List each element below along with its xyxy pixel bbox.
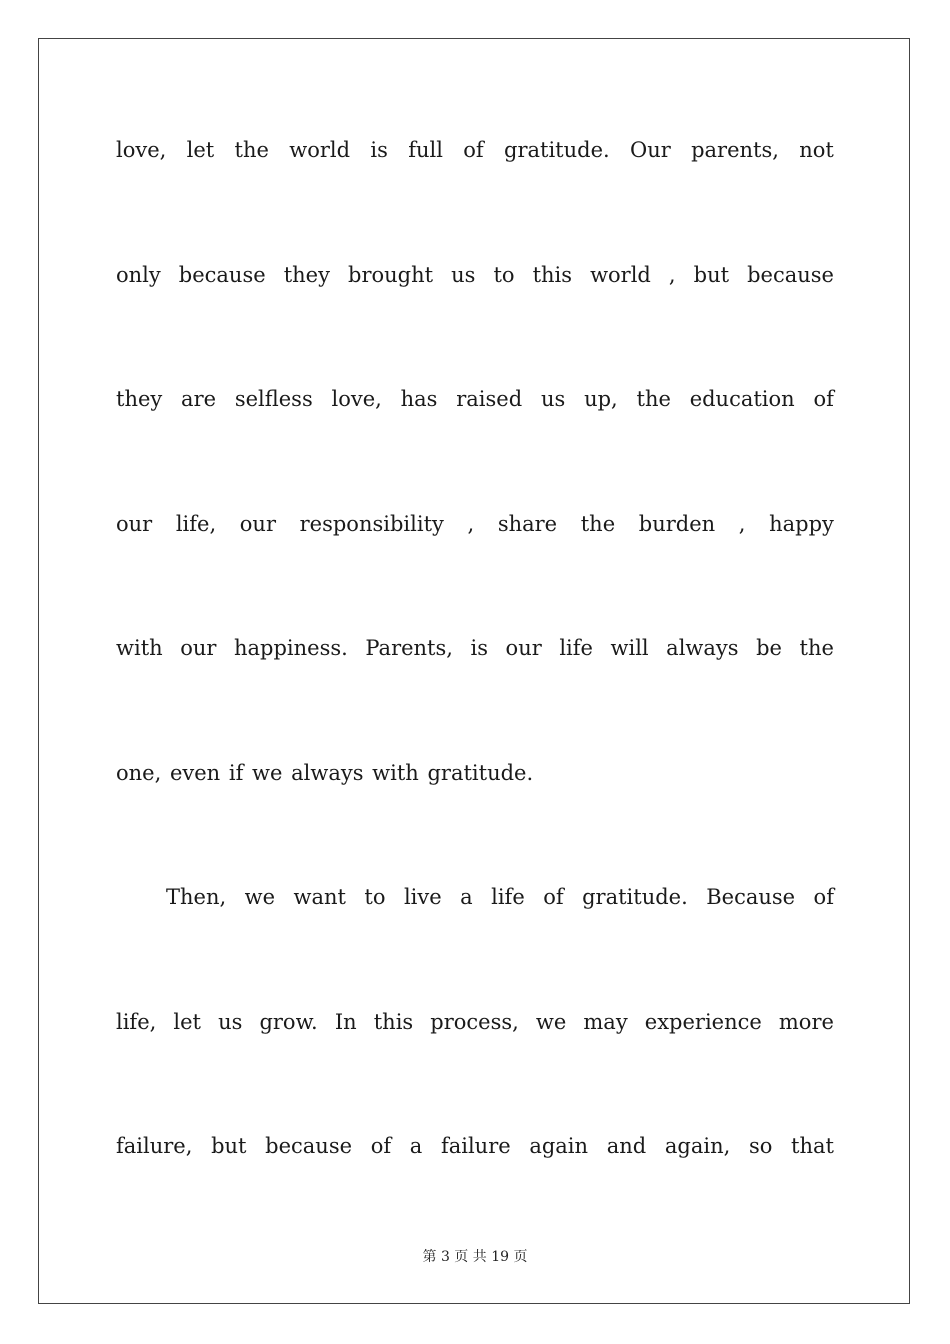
word: this bbox=[373, 1010, 414, 1034]
word: full bbox=[408, 138, 443, 162]
word: up, bbox=[584, 387, 618, 411]
word: a bbox=[409, 1134, 423, 1158]
word: In bbox=[334, 1010, 357, 1034]
word: want bbox=[293, 885, 346, 909]
word: happy bbox=[769, 512, 834, 536]
word: life, bbox=[116, 1010, 157, 1034]
word: with bbox=[116, 636, 163, 660]
word: but bbox=[211, 1134, 247, 1158]
word: may bbox=[583, 1010, 628, 1034]
word: Parents, bbox=[365, 636, 453, 660]
word: we bbox=[535, 1010, 567, 1034]
word: so bbox=[748, 1134, 773, 1158]
text-line-1 bbox=[116, 135, 834, 165]
word: the bbox=[799, 636, 834, 660]
word: our bbox=[116, 512, 153, 536]
word: us bbox=[451, 263, 476, 287]
word: the bbox=[234, 138, 269, 162]
word: gratitude. bbox=[582, 885, 688, 909]
text-line-8 bbox=[116, 1007, 834, 1037]
word: because bbox=[747, 263, 834, 287]
word: a bbox=[460, 885, 473, 909]
word: of bbox=[463, 138, 484, 162]
word: we bbox=[244, 885, 276, 909]
word: gratitude. bbox=[504, 138, 610, 162]
word: this bbox=[532, 263, 573, 287]
word: life, bbox=[175, 512, 217, 536]
word: experience bbox=[644, 1010, 762, 1034]
word: , bbox=[668, 263, 676, 287]
text-line-5 bbox=[116, 633, 834, 663]
text-line-7 bbox=[166, 882, 834, 912]
word: education bbox=[689, 387, 795, 411]
word: of bbox=[543, 885, 564, 909]
word: world bbox=[289, 138, 351, 162]
word: grow. bbox=[259, 1010, 318, 1034]
word: and bbox=[606, 1134, 647, 1158]
word: that bbox=[791, 1134, 834, 1158]
word: always bbox=[666, 636, 739, 660]
word: selfless bbox=[234, 387, 313, 411]
word: our bbox=[239, 512, 276, 536]
word: again bbox=[529, 1134, 589, 1158]
word: is bbox=[370, 138, 388, 162]
word: raised bbox=[456, 387, 523, 411]
word: they bbox=[283, 263, 330, 287]
word: are bbox=[181, 387, 217, 411]
word: life bbox=[559, 636, 593, 660]
word: our bbox=[505, 636, 542, 660]
word: parents, bbox=[691, 138, 779, 162]
word: not bbox=[799, 138, 834, 162]
word: be bbox=[756, 636, 782, 660]
word: , bbox=[738, 512, 746, 536]
text-line-4 bbox=[116, 509, 834, 539]
text-line-2 bbox=[116, 260, 834, 290]
word: brought bbox=[348, 263, 434, 287]
word: love, bbox=[116, 138, 167, 162]
word: the bbox=[636, 387, 671, 411]
page-number-footer: 第 3 页 共 19 页 bbox=[422, 1249, 528, 1265]
word: failure, bbox=[116, 1134, 193, 1158]
word: failure bbox=[440, 1134, 511, 1158]
word: Because bbox=[706, 885, 796, 909]
word: burden bbox=[638, 512, 716, 536]
word: because bbox=[178, 263, 266, 287]
word: they bbox=[116, 387, 163, 411]
word: but bbox=[693, 263, 730, 287]
word: because bbox=[265, 1134, 353, 1158]
word: live bbox=[403, 885, 442, 909]
word: let bbox=[173, 1010, 201, 1034]
word: us bbox=[218, 1010, 243, 1034]
text-line-9 bbox=[116, 1131, 834, 1161]
word: our bbox=[180, 636, 217, 660]
word: life bbox=[491, 885, 525, 909]
word: to bbox=[493, 263, 515, 287]
word: world bbox=[590, 263, 651, 287]
word: of bbox=[813, 387, 834, 411]
word: has bbox=[400, 387, 438, 411]
word: Our bbox=[629, 138, 671, 162]
text-line-6: one, even if we always with gratitude. bbox=[116, 761, 534, 785]
word: us bbox=[540, 387, 566, 411]
word: the bbox=[580, 512, 616, 536]
word: , bbox=[467, 512, 475, 536]
word: is bbox=[470, 636, 488, 660]
word: process, bbox=[430, 1010, 519, 1034]
text-line-3 bbox=[116, 384, 834, 414]
word: only bbox=[116, 263, 161, 287]
word: of bbox=[370, 1134, 392, 1158]
word: will bbox=[610, 636, 649, 660]
word: let bbox=[186, 138, 215, 162]
word: love, bbox=[331, 387, 382, 411]
word: share bbox=[497, 512, 558, 536]
word: to bbox=[364, 885, 386, 909]
word: happiness. bbox=[233, 636, 348, 660]
word: of bbox=[813, 885, 834, 909]
word: again, bbox=[664, 1134, 731, 1158]
word: responsibility bbox=[299, 512, 444, 536]
word: Then, bbox=[166, 885, 227, 909]
document-body bbox=[116, 0, 834, 1200]
word: more bbox=[778, 1010, 834, 1034]
